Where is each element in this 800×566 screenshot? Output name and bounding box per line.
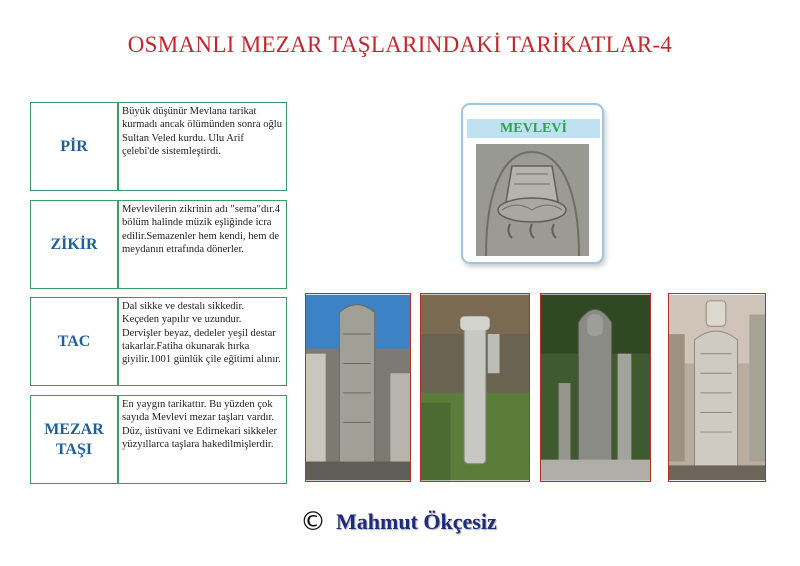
row-label-zikir: ZİKİR: [30, 200, 118, 289]
row-text-tac: Dal sikke ve destalı sikkedir. Keçeden yapılır ve uzundur. Dervişler beyaz, dedeler yeşil destar takarlar.Fatiha okunarak hırka giyilir.1001 günlük çile eğitimi alınır.: [118, 297, 287, 386]
gravestone-photo-4: [668, 293, 766, 482]
row-text-mezar-tasi: En yaygın tarikattır. Bu yüzden çok sayıda Mevlevi mezar taşları vardır. Düz, üstüvani ve Edirnekari sikkeler yüzyıllarca taşlara hakedilmişlerdir.: [118, 395, 287, 484]
sikke-relief-photo: [476, 144, 589, 256]
page-title: OSMANLI MEZAR TAŞLARINDAKİ TARİKATLAR-4: [127, 32, 673, 57]
author-name: Mahmut Ökçesiz: [336, 509, 497, 534]
row-label-tac: TAC: [30, 297, 118, 386]
mevlevi-card: [461, 103, 604, 264]
gravestone-photo-2: [420, 293, 530, 482]
copyright-icon: ©: [300, 507, 326, 537]
mevlevi-card-title: MEVLEVİ: [467, 119, 600, 138]
row-label-mezar-tasi: MEZAR TAŞI: [30, 395, 118, 484]
gravestone-photo-1: [305, 293, 411, 482]
gravestone-photo-3: [540, 293, 651, 482]
row-label-pir: PİR: [30, 102, 118, 191]
row-text-pir: Büyük düşünür Mevlana tarikat kurmadı ancak ölümünden sonra oğlu Sultan Veled kurdu. Ulu Arif çelebi'de sistemleştirdi.: [118, 102, 287, 191]
copyright-line: [300, 507, 497, 537]
row-text-zikir: Mevlevilerin zikrinin adı "sema"dır.4 bölüm halinde müzik eşliğinde icra edilir.Semazenler hem kendi, hem de meydanın etrafında dönerler.: [118, 200, 287, 289]
